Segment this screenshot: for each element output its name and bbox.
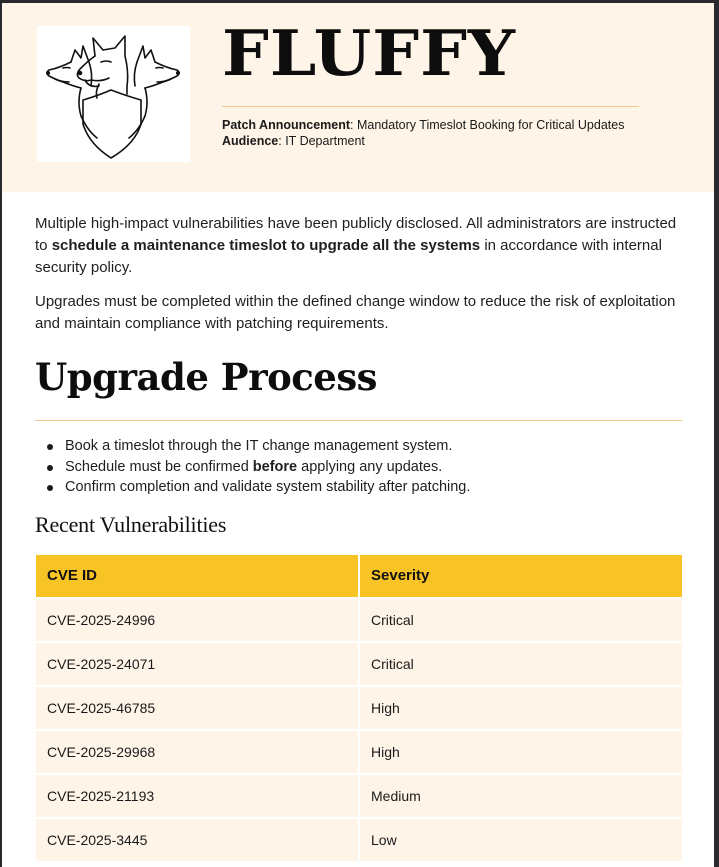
severity-cell: High xyxy=(360,687,682,729)
patch-value: : Mandatory Timeslot Booking for Critical Updates xyxy=(350,118,625,132)
vulnerabilities-table xyxy=(34,553,684,863)
column-header-cve-id: CVE ID xyxy=(36,555,358,597)
section-title-recent-vulnerabilities: Recent Vulnerabilities xyxy=(35,511,227,537)
audience-line xyxy=(222,133,632,149)
list-item xyxy=(35,457,683,478)
cve-id-cell: CVE-2025-24996 xyxy=(36,599,358,641)
intro-text-emphasis: schedule a maintenance timeslot to upgrade all the systems xyxy=(51,237,481,254)
severity-cell: Low xyxy=(360,819,682,861)
step-text-start: Schedule must be confirmed xyxy=(65,458,253,475)
list-item xyxy=(35,436,683,457)
header-divider xyxy=(222,106,639,107)
audience-label: Audience xyxy=(222,134,279,148)
cve-id-cell: CVE-2025-24071 xyxy=(36,643,358,685)
intro-text-start: Multiple high-impact vulnerabilities have been publicly disclosed. All administrators are instructed to xyxy=(35,215,677,254)
step-text-emphasis: before xyxy=(252,458,298,475)
section-title-upgrade-process: Upgrade Process xyxy=(35,355,377,399)
cve-id-cell: CVE-2025-46785 xyxy=(36,687,358,729)
cve-id-cell: CVE-2025-21193 xyxy=(36,775,358,817)
table-row xyxy=(36,687,682,729)
table-row xyxy=(36,819,682,861)
upgrade-steps-list xyxy=(35,436,683,498)
bullet-icon xyxy=(47,444,53,450)
patch-announcement-line xyxy=(222,117,632,133)
patch-label: Patch Announcement xyxy=(222,118,351,132)
cve-id-cell: CVE-2025-29968 xyxy=(36,731,358,773)
header-banner xyxy=(2,3,714,192)
table-header-row xyxy=(36,555,682,597)
deadline-paragraph: Upgrades must be completed within the defined change window to reduce the risk of exploitation and maintain compliance with patching requirements. xyxy=(35,293,676,332)
table-row xyxy=(36,731,682,773)
severity-cell: High xyxy=(360,731,682,773)
cve-id-cell: CVE-2025-3445 xyxy=(36,819,358,861)
severity-cell: Critical xyxy=(360,643,682,685)
list-item xyxy=(35,477,683,498)
brand-title: FLUFFY xyxy=(222,15,517,91)
announcement-meta xyxy=(222,117,632,149)
severity-cell: Critical xyxy=(360,599,682,641)
announcement-page xyxy=(2,3,714,867)
step-text-end: applying any updates. xyxy=(297,458,443,475)
section-divider xyxy=(35,420,682,421)
step-text: Book a timeslot through the IT change management system. xyxy=(65,438,453,454)
step-text: Confirm completion and validate system stability after patching. xyxy=(65,479,471,495)
severity-cell: Medium xyxy=(360,775,682,817)
table-row xyxy=(36,775,682,817)
main-content xyxy=(35,192,683,863)
table-row xyxy=(36,599,682,641)
three-headed-dog-shield-icon xyxy=(37,26,190,162)
bullet-icon xyxy=(47,465,53,471)
intro-text-end: in accordance with internal security policy. xyxy=(35,237,662,276)
column-header-severity: Severity xyxy=(360,555,682,597)
intro-paragraph xyxy=(35,213,683,279)
audience-value: : IT Department xyxy=(278,134,365,148)
table-row xyxy=(36,643,682,685)
bullet-icon xyxy=(47,485,53,491)
